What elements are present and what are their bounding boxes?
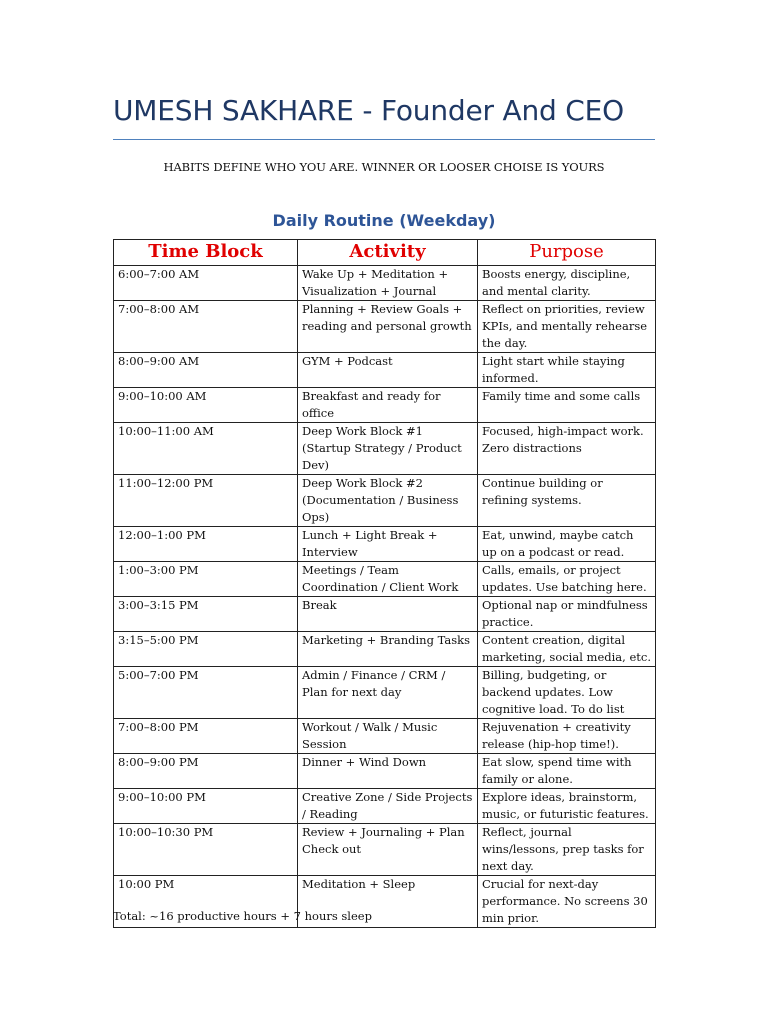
activity-cell: Planning + Review Goals + reading and personal growth: [298, 301, 478, 353]
time-block-cell: 9:00–10:00 AM: [114, 388, 298, 423]
activity-cell: Deep Work Block #1 (Startup Strategy / Product Dev): [298, 423, 478, 475]
table-row: [114, 562, 656, 597]
column-header-activity: Activity: [298, 240, 478, 266]
table-row: [114, 266, 656, 301]
tagline: HABITS DEFINE WHO YOU ARE. WINNER OR LOOSER CHOISE IS YOURS: [163, 160, 605, 174]
column-header-purpose: Purpose: [478, 240, 656, 266]
table-row: [114, 632, 656, 667]
time-block-cell: 12:00–1:00 PM: [114, 527, 298, 562]
time-block-cell: 3:00–3:15 PM: [114, 597, 298, 632]
table-row: [114, 667, 656, 719]
purpose-cell: Billing, budgeting, or backend updates. Low cognitive load. To do list: [478, 667, 656, 719]
activity-cell: Dinner + Wind Down: [298, 754, 478, 789]
document-title: UMESH SAKHARE - Founder And CEO: [113, 94, 624, 127]
table-row: [114, 301, 656, 353]
activity-cell: Lunch + Light Break + Interview: [298, 527, 478, 562]
purpose-cell: Light start while staying informed.: [478, 353, 656, 388]
activity-cell: Admin / Finance / CRM / Plan for next day: [298, 667, 478, 719]
time-block-cell: 5:00–7:00 PM: [114, 667, 298, 719]
purpose-cell: Eat, unwind, maybe catch up on a podcast or read.: [478, 527, 656, 562]
time-block-cell: 3:15–5:00 PM: [114, 632, 298, 667]
time-block-cell: 7:00–8:00 PM: [114, 719, 298, 754]
activity-cell: Breakfast and ready for office: [298, 388, 478, 423]
purpose-cell: Crucial for next-day performance. No screens 30 min prior.: [478, 876, 656, 928]
time-block-cell: 8:00–9:00 AM: [114, 353, 298, 388]
activity-cell: Workout / Walk / Music Session: [298, 719, 478, 754]
table-body: [114, 266, 656, 928]
column-header-time-block: Time Block: [114, 240, 298, 266]
time-block-cell: 11:00–12:00 PM: [114, 475, 298, 527]
table-row: [114, 597, 656, 632]
purpose-cell: Optional nap or mindfulness practice.: [478, 597, 656, 632]
purpose-cell: Eat slow, spend time with family or alone.: [478, 754, 656, 789]
time-block-cell: 10:00–10:30 PM: [114, 824, 298, 876]
routine-table: [113, 239, 656, 928]
title-underline: [113, 139, 655, 140]
activity-cell: Break: [298, 597, 478, 632]
activity-cell: Deep Work Block #2 (Documentation / Business Ops): [298, 475, 478, 527]
purpose-cell: Calls, emails, or project updates. Use batching here.: [478, 562, 656, 597]
purpose-cell: Rejuvenation + creativity release (hip-hop time!).: [478, 719, 656, 754]
section-title: Daily Routine (Weekday): [272, 211, 496, 230]
activity-cell: Review + Journaling + Plan Check out: [298, 824, 478, 876]
purpose-cell: Reflect, journal wins/lessons, prep tasks for next day.: [478, 824, 656, 876]
activity-cell: Marketing + Branding Tasks: [298, 632, 478, 667]
table-row: [114, 527, 656, 562]
activity-cell: Creative Zone / Side Projects / Reading: [298, 789, 478, 824]
time-block-cell: 8:00–9:00 PM: [114, 754, 298, 789]
time-block-cell: 1:00–3:00 PM: [114, 562, 298, 597]
time-block-cell: 10:00 PM: [114, 876, 298, 928]
table-row: [114, 475, 656, 527]
purpose-cell: Explore ideas, brainstorm, music, or futuristic features.: [478, 789, 656, 824]
total-summary: Total: ~16 productive hours + 7 hours sleep: [113, 909, 372, 923]
purpose-cell: Continue building or refining systems.: [478, 475, 656, 527]
table-row: [114, 719, 656, 754]
purpose-cell: Boosts energy, discipline, and mental clarity.: [478, 266, 656, 301]
activity-cell: Meetings / Team Coordination / Client Work: [298, 562, 478, 597]
table-row: [114, 353, 656, 388]
activity-cell: GYM + Podcast: [298, 353, 478, 388]
time-block-cell: 9:00–10:00 PM: [114, 789, 298, 824]
purpose-cell: Reflect on priorities, review KPIs, and mentally rehearse the day.: [478, 301, 656, 353]
activity-cell: Meditation + Sleep: [298, 876, 478, 928]
purpose-cell: Focused, high-impact work. Zero distractions: [478, 423, 656, 475]
table-row: [114, 388, 656, 423]
table-row: [114, 789, 656, 824]
activity-cell: Wake Up + Meditation + Visualization + Journal: [298, 266, 478, 301]
table-header-row: [114, 240, 656, 266]
time-block-cell: 6:00–7:00 AM: [114, 266, 298, 301]
table-row: [114, 754, 656, 789]
table-row: [114, 423, 656, 475]
purpose-cell: Family time and some calls: [478, 388, 656, 423]
purpose-cell: Content creation, digital marketing, social media, etc.: [478, 632, 656, 667]
time-block-cell: 7:00–8:00 AM: [114, 301, 298, 353]
time-block-cell: 10:00–11:00 AM: [114, 423, 298, 475]
table-row: [114, 824, 656, 876]
